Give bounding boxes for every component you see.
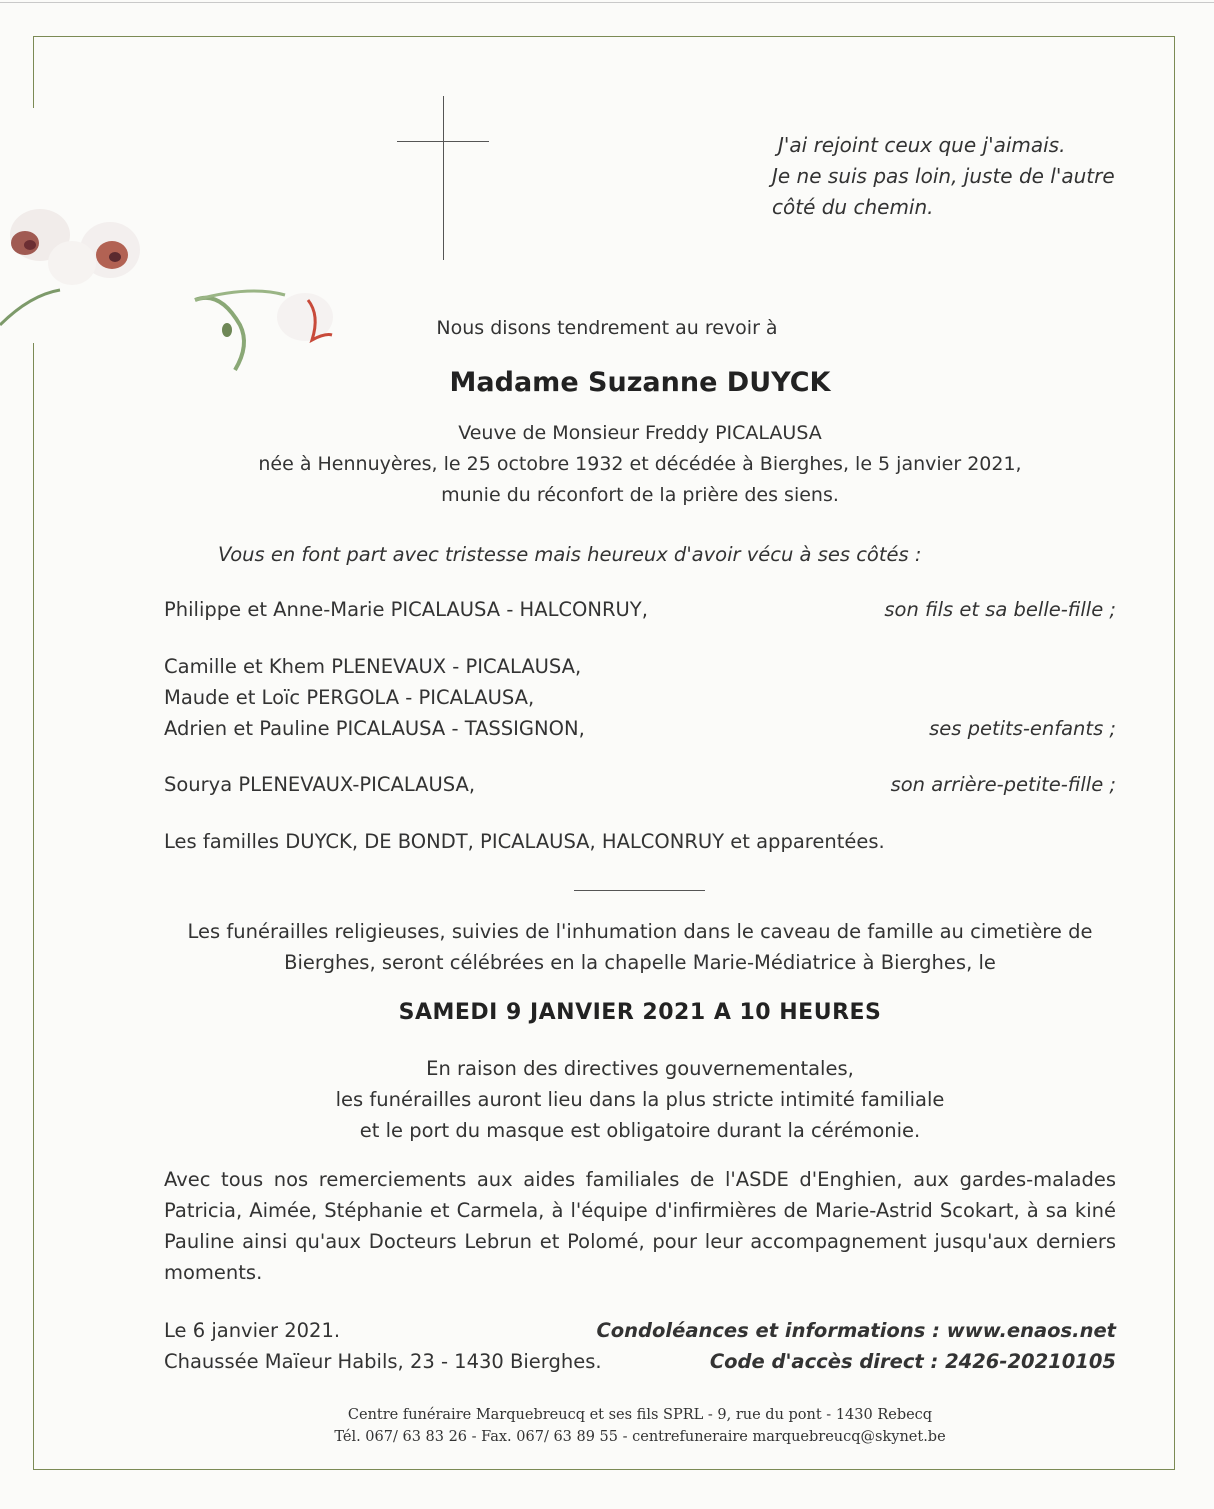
place-and-date: [164, 1315, 602, 1377]
relative-role: son arrière-petite-fille ;: [890, 773, 1116, 796]
biography: [0, 418, 1214, 511]
funeral-info: [0, 916, 1214, 978]
relative-role: son fils et sa belle-fille ;: [884, 598, 1116, 621]
relative-role: ses petits-enfants ;: [929, 717, 1116, 740]
covid-line: les funérailles auront lieu dans la plus stricte intimité familiale: [335, 1088, 945, 1111]
funeral-line: Bierghes, seront célébrées en la chapelle Marie-Médiatrice à Bierghes, le: [284, 951, 996, 974]
deceased-name: Madame Suzanne DUYCK: [449, 367, 831, 398]
bio-line: Veuve de Monsieur Freddy PICALAUSA: [458, 422, 822, 444]
condolences-info: [596, 1315, 1116, 1377]
covid-notice: [0, 1053, 1214, 1146]
orchid-flower-image: [0, 205, 350, 375]
relative-group: [164, 594, 1116, 625]
top-edge-line: [0, 2, 1214, 3]
epitaph-quote: [772, 130, 1152, 223]
relative-group: [164, 651, 1116, 744]
relative-name: Philippe et Anne-Marie PICALAUSA - HALCONRUY,: [164, 598, 648, 621]
footer-line: Centre funéraire Marquebreucq et ses fils SPRL - 9, rue du pont - 1430 Rebecq: [347, 1407, 933, 1423]
covid-line: En raison des directives gouvernementales,: [426, 1057, 854, 1080]
condolences-website: Condoléances et informations : www.enaos.net: [596, 1319, 1116, 1342]
funeral-date: SAMEDI 9 JANVIER 2021 A 10 HEURES: [398, 1000, 882, 1025]
relative-group: [164, 826, 1116, 857]
funeral-home-footer: [0, 1404, 1214, 1448]
bio-line: munie du réconfort de la prière des siens.: [441, 484, 839, 506]
separator-line: [574, 890, 705, 891]
funeral-line: Les funérailles religieuses, suivies de l'inhumation dans le caveau de famille au cimetière de: [187, 920, 1093, 943]
quote-line: Je ne suis pas loin, juste de l'autre: [772, 164, 1115, 188]
announcement: Vous en font part avec tristesse mais heureux d'avoir vécu à ses côtés :: [218, 543, 922, 566]
address: Chaussée Maïeur Habils, 23 - 1430 Bierghes.: [164, 1350, 602, 1373]
bio-line: née à Hennuyères, le 25 octobre 1932 et décédée à Bierghes, le 5 janvier 2021,: [258, 453, 1022, 475]
relative-name: Maude et Loïc PERGOLA - PICALAUSA,: [164, 686, 535, 709]
thanks-paragraph: Avec tous nos remerciements aux aides familiales de l'ASDE d'Enghien, aux gardes-malades Patricia, Aimée, Stéphanie et Carmela, à l'équipe d'infirmières de Marie-Astrid Scokart, à sa kiné Pauline ainsi qu'aux Docteurs Lebrun et Polomé, pour leur accompagnement jusqu'aux derniers moments.: [164, 1168, 1116, 1284]
relative-name: Camille et Khem PLENEVAUX - PICALAUSA,: [164, 655, 582, 678]
quote-line: J'ai rejoint ceux que j'aimais.: [778, 133, 1066, 157]
cross-vertical: [443, 96, 444, 260]
relative-name: Sourya PLENEVAUX-PICALAUSA,: [164, 773, 476, 796]
relative-name: Les familles DUYCK, DE BONDT, PICALAUSA, HALCONRUY et apparentées.: [164, 830, 885, 853]
footer-line: Tél. 067/ 63 83 26 - Fax. 067/ 63 89 55 - centrefuneraire marquebreucq@skynet.be: [334, 1429, 946, 1445]
covid-line: et le port du masque est obligatoire durant la cérémonie.: [359, 1119, 921, 1142]
intro-text: Nous disons tendrement au revoir à: [436, 317, 778, 339]
cross-horizontal: [397, 141, 489, 142]
access-code: Code d'accès direct : 2426-20210105: [709, 1350, 1116, 1373]
relative-group: [164, 769, 1116, 800]
relative-name: Adrien et Pauline PICALAUSA - TASSIGNON,: [164, 717, 585, 740]
quote-line: côté du chemin.: [772, 195, 934, 219]
notice-date: Le 6 janvier 2021.: [164, 1319, 341, 1342]
